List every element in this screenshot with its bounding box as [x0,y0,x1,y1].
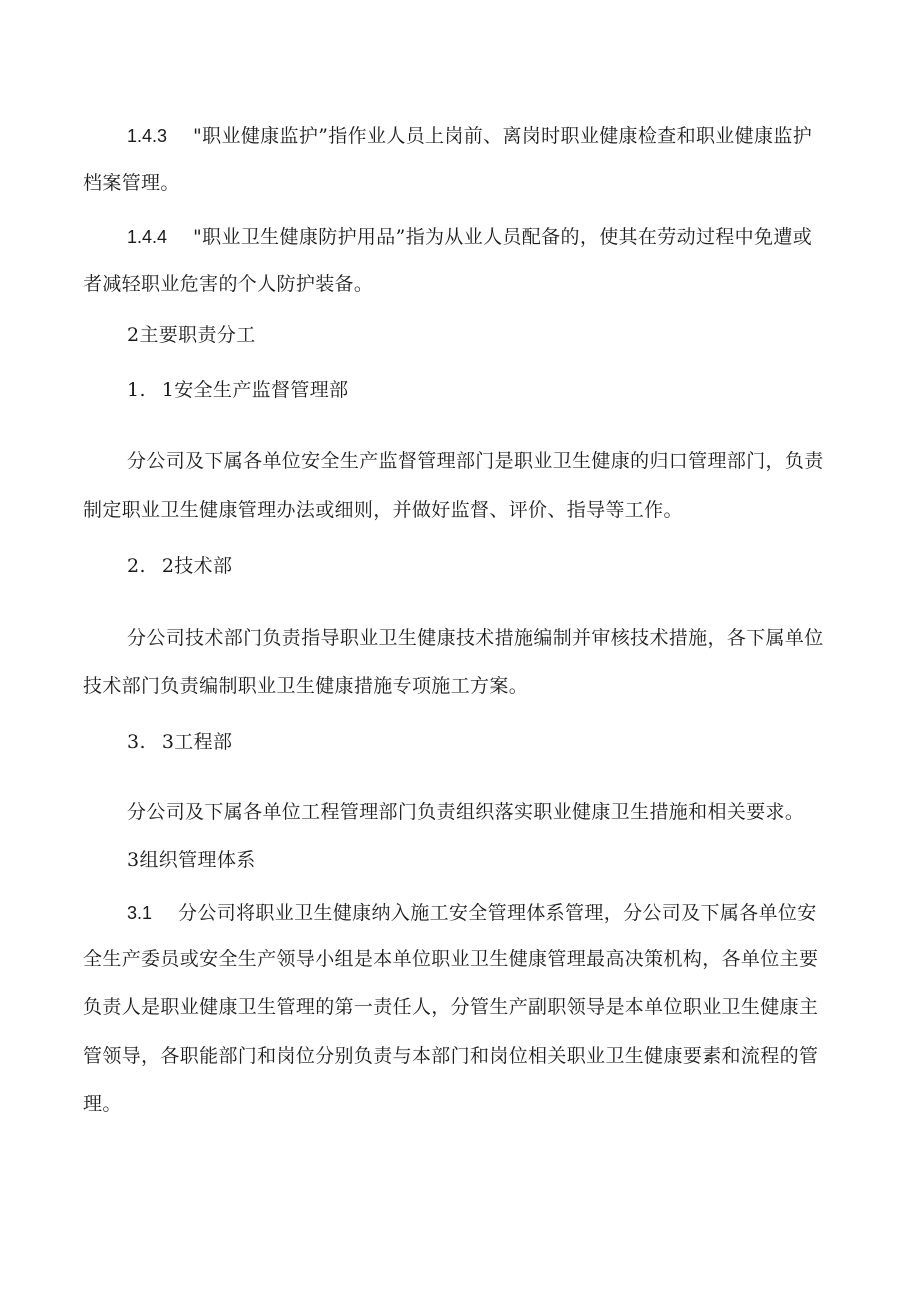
para-1-4-3-line-1 [127,123,812,149]
para-2-2-line-2: 技术部门负责编制职业卫生健康措施专项施工方案。 [83,675,529,697]
para-3-1-line-1 [127,900,817,926]
heading-number: 2. [127,555,146,577]
para-2-1-line-2: 制定职业卫生健康管理办法或细则，并做好监督、评价、指导等工作。 [83,499,683,521]
para-2-2-line-1: 分公司技术部门负责指导职业卫生健康技术措施编制并审核技术措施，各下属单位 [127,627,824,649]
heading-title: 3工程部 [161,731,233,753]
heading-title: 2技术部 [161,555,233,577]
subsection-heading-2-3 [127,729,232,755]
para-2-3-line-1: 分公司及下属各单位工程管理部门负责组织落实职业健康卫生措施和相关要求。 [127,801,805,823]
para-3-1-line-5: 理。 [83,1093,122,1115]
para-text: "职业卫生健康防护用品”指为从业人员配备的，使其在劳动过程中免遭或 [193,226,813,248]
para-text: 分公司将职业卫生健康纳入施工安全管理体系管理，分公司及下属各单位安 [178,902,817,924]
subsection-heading-2-2 [127,553,232,579]
para-2-1-line-1: 分公司及下属各单位安全生产监督管理部门是职业卫生健康的归口管理部门，负责 [127,450,824,472]
para-1-4-4-line-2: 者减轻职业危害的个人防护装备。 [83,273,374,295]
section-heading-2: 2主要职责分工 [127,324,256,346]
heading-number: 3. [127,731,146,753]
para-1-4-4-line-1 [127,224,812,250]
heading-title: 1安全生产监督管理部 [161,379,349,401]
para-3-1-line-4: 管领导，各职能部门和岗位分别负责与本部门和岗位相关职业卫生健康要素和流程的管 [83,1045,819,1067]
para-text: "职业健康监护”指作业人员上岗前、离岗时职业健康检查和职业健康监护 [193,125,813,147]
para-3-1-line-3: 负责人是职业健康卫生管理的第一责任人，分管生产副职领导是本单位职业卫生健康主 [83,996,819,1018]
heading-number: 1. [127,379,146,401]
clause-number: 1.4.4 [127,227,168,247]
section-heading-3: 3组织管理体系 [127,849,256,871]
para-1-4-3-line-2: 档案管理。 [83,172,180,194]
clause-number: 3.1 [127,903,153,923]
para-3-1-line-2: 全生产委员或安全生产领导小组是本单位职业卫生健康管理最高决策机构，各单位主要 [83,948,819,970]
subsection-heading-2-1 [127,377,348,403]
clause-number: 1.4.3 [127,126,168,146]
